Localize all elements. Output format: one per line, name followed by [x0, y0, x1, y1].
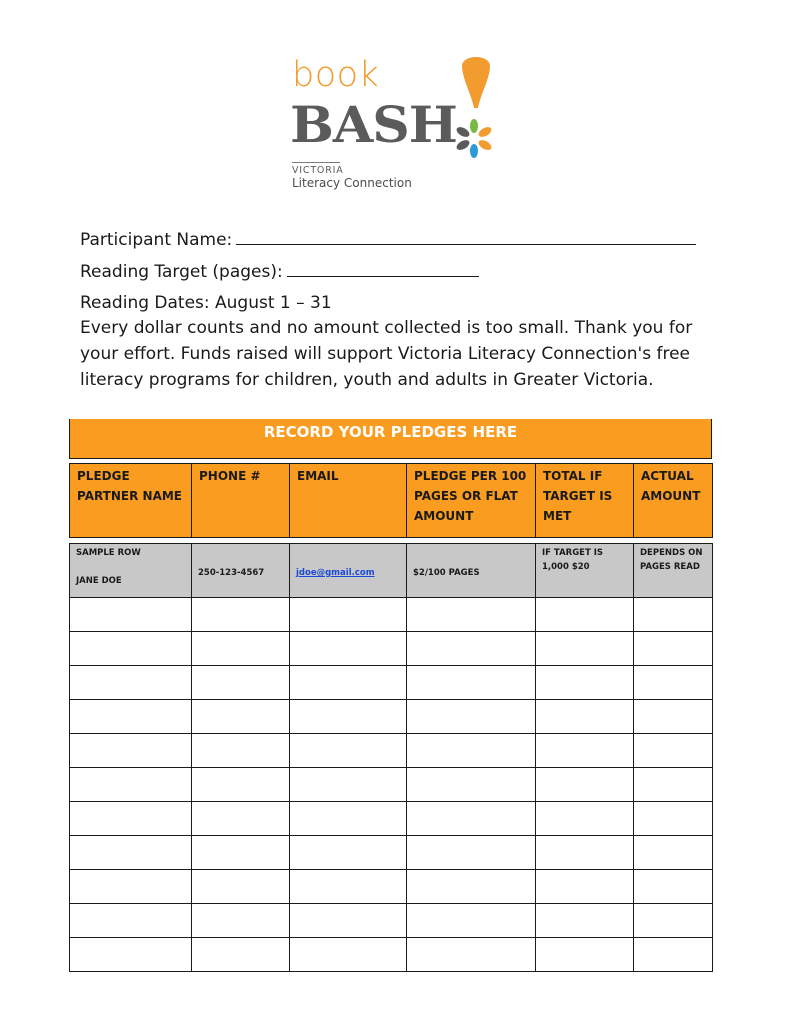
table-cell[interactable]	[407, 666, 536, 700]
table-cell[interactable]	[290, 870, 407, 904]
pledge-table	[69, 463, 713, 972]
table-cell[interactable]	[192, 768, 290, 802]
logo-word-book: book	[292, 55, 380, 95]
table-cell[interactable]	[290, 768, 407, 802]
sample-name-cell	[70, 544, 192, 598]
table-cell[interactable]	[290, 836, 407, 870]
table-header-row	[70, 464, 713, 538]
table-cell[interactable]	[290, 802, 407, 836]
table-row	[70, 598, 713, 632]
sample-pledge-cell	[407, 544, 536, 598]
table-cell[interactable]	[70, 768, 192, 802]
table-cell[interactable]	[290, 632, 407, 666]
table-cell[interactable]	[407, 734, 536, 768]
reading-target-label: Reading Target (pages):	[80, 262, 283, 282]
table-cell[interactable]	[70, 938, 192, 972]
table-cell[interactable]	[192, 666, 290, 700]
table-cell[interactable]	[70, 870, 192, 904]
table-cell[interactable]	[192, 938, 290, 972]
reading-target-field[interactable]	[287, 258, 479, 277]
table-cell[interactable]	[407, 700, 536, 734]
table-row	[70, 632, 713, 666]
table-cell[interactable]	[290, 938, 407, 972]
table-cell[interactable]	[536, 666, 634, 700]
logo-org-line1: VICTORIA	[292, 165, 344, 176]
sample-row-label: SAMPLE ROW	[76, 548, 141, 558]
sample-row	[70, 544, 713, 598]
table-cell[interactable]	[407, 870, 536, 904]
table-cell[interactable]	[536, 938, 634, 972]
table-cell[interactable]	[536, 870, 634, 904]
col-header-actual: ACTUAL AMOUNT	[634, 464, 713, 538]
table-cell[interactable]	[407, 904, 536, 938]
table-cell[interactable]	[70, 700, 192, 734]
table-cell[interactable]	[536, 768, 634, 802]
table-row	[70, 904, 713, 938]
sample-pledge: $2/100 PAGES	[413, 568, 480, 578]
logo-word-bash: BASH	[290, 95, 457, 154]
table-cell[interactable]	[634, 632, 713, 666]
participant-name-field[interactable]	[236, 226, 696, 245]
table-cell[interactable]	[192, 632, 290, 666]
sample-email-cell	[290, 544, 407, 598]
reading-dates: Reading Dates: August 1 – 31	[80, 293, 332, 313]
table-cell[interactable]	[634, 768, 713, 802]
sample-phone: 250-123-4567	[198, 568, 265, 578]
table-cell[interactable]	[192, 870, 290, 904]
table-cell[interactable]	[407, 836, 536, 870]
sample-phone-cell	[192, 544, 290, 598]
table-cell[interactable]	[634, 938, 713, 972]
book-bash-logo	[286, 52, 506, 192]
pledge-banner-title: RECORD YOUR PLEDGES HERE	[263, 423, 518, 441]
table-cell[interactable]	[407, 598, 536, 632]
col-header-email: EMAIL	[290, 464, 407, 538]
table-cell[interactable]	[536, 836, 634, 870]
pledge-banner	[69, 419, 712, 459]
table-cell[interactable]	[634, 870, 713, 904]
table-cell[interactable]	[70, 904, 192, 938]
table-cell[interactable]	[634, 598, 713, 632]
col-header-name: PLEDGE PARTNER NAME	[70, 464, 192, 538]
participant-name-row	[80, 226, 696, 253]
table-cell[interactable]	[70, 666, 192, 700]
table-cell[interactable]	[192, 802, 290, 836]
table-cell[interactable]	[290, 598, 407, 632]
flower-icon	[454, 118, 494, 158]
table-cell[interactable]	[290, 666, 407, 700]
table-cell[interactable]	[536, 802, 634, 836]
table-cell[interactable]	[407, 802, 536, 836]
table-row	[70, 870, 713, 904]
sample-actual: DEPENDS ON PAGES READ	[640, 548, 703, 572]
sample-total-cell	[536, 544, 634, 598]
funding-note: Every dollar counts and no amount collected is too small. Thank you for your effort. Funds raised will support Victoria Literacy Connection's free literacy programs for children, youth and adults in Greater Victoria.	[80, 318, 693, 390]
table-cell[interactable]	[70, 802, 192, 836]
table-cell[interactable]	[536, 734, 634, 768]
sample-name: JANE DOE	[76, 576, 122, 586]
table-row	[70, 802, 713, 836]
table-cell[interactable]	[407, 632, 536, 666]
table-cell[interactable]	[536, 700, 634, 734]
col-header-total: TOTAL IF TARGET IS MET	[536, 464, 634, 538]
participant-name-label: Participant Name:	[80, 230, 233, 250]
table-cell[interactable]	[70, 836, 192, 870]
table-cell[interactable]	[192, 836, 290, 870]
reading-target-row	[80, 258, 479, 285]
table-cell[interactable]	[70, 598, 192, 632]
table-cell[interactable]	[536, 632, 634, 666]
table-cell[interactable]	[290, 734, 407, 768]
table-row	[70, 666, 713, 700]
table-cell[interactable]	[290, 700, 407, 734]
table-row	[70, 700, 713, 734]
table-cell[interactable]	[634, 904, 713, 938]
table-cell[interactable]	[192, 904, 290, 938]
table-cell[interactable]	[192, 734, 290, 768]
table-cell[interactable]	[634, 802, 713, 836]
col-header-pledge: PLEDGE PER 100 PAGES OR FLAT AMOUNT	[407, 464, 536, 538]
sample-email-link[interactable]: jdoe@gmail.com	[296, 568, 375, 578]
sample-total: IF TARGET IS 1,000 $20	[542, 548, 604, 572]
exclamation-icon	[456, 52, 496, 122]
table-row	[70, 734, 713, 768]
table-row	[70, 938, 713, 972]
logo-org-line2: Literacy Connection	[292, 176, 412, 190]
table-cell[interactable]	[192, 700, 290, 734]
table-cell[interactable]	[634, 666, 713, 700]
table-cell[interactable]	[634, 734, 713, 768]
logo-divider	[292, 162, 340, 163]
table-cell[interactable]	[192, 598, 290, 632]
table-cell[interactable]	[407, 938, 536, 972]
table-cell[interactable]	[634, 700, 713, 734]
table-cell[interactable]	[536, 904, 634, 938]
table-cell[interactable]	[70, 632, 192, 666]
table-cell[interactable]	[634, 836, 713, 870]
col-header-phone: PHONE #	[192, 464, 290, 538]
table-cell[interactable]	[290, 904, 407, 938]
table-cell[interactable]	[70, 734, 192, 768]
table-cell[interactable]	[407, 768, 536, 802]
table-cell[interactable]	[536, 598, 634, 632]
sample-actual-cell	[634, 544, 713, 598]
table-row	[70, 768, 713, 802]
table-row	[70, 836, 713, 870]
